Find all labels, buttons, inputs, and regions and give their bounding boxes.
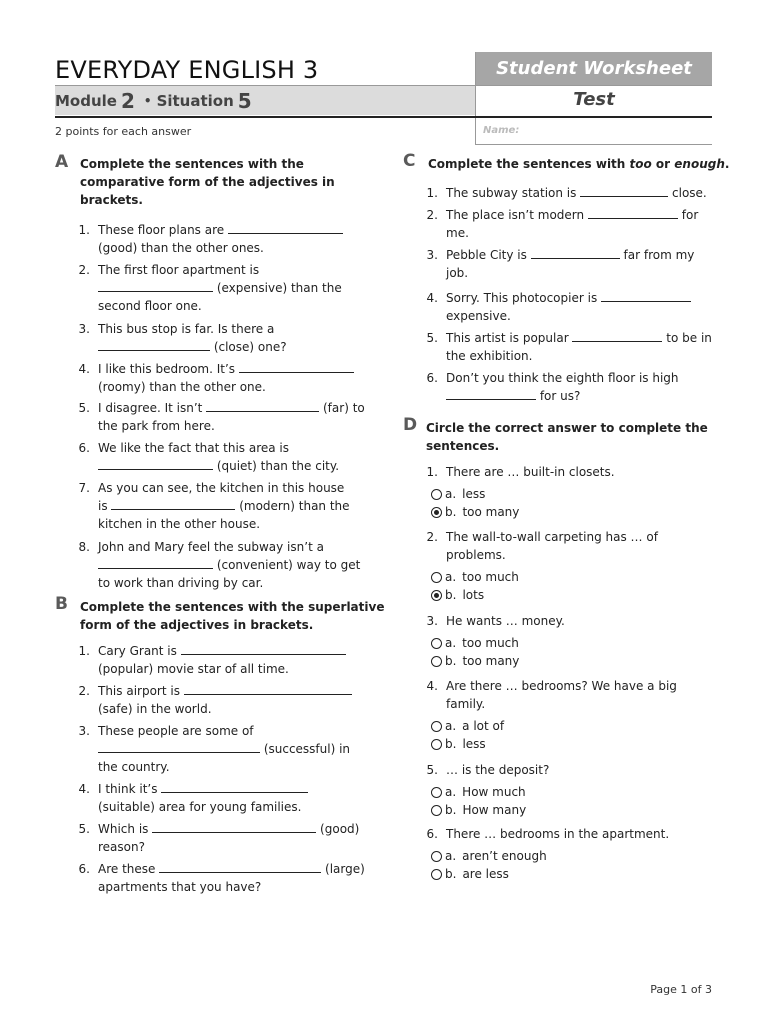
- name-field-label: Name:: [483, 125, 520, 136]
- answer-blank[interactable]: [580, 185, 668, 197]
- radio-empty-icon[interactable]: [431, 851, 442, 862]
- question-number: 3.: [78, 724, 90, 738]
- question-line: [446, 307, 511, 325]
- question-text: These people are some of: [98, 724, 254, 738]
- question-line: [98, 439, 289, 457]
- option-text: too much: [462, 636, 519, 650]
- question-line: [98, 556, 360, 574]
- question-text: John and Mary feel the subway isn’t a: [98, 540, 324, 554]
- radio-empty-icon[interactable]: [431, 638, 442, 649]
- answer-option[interactable]: [431, 865, 509, 883]
- question-number: 1.: [426, 186, 438, 200]
- question-line: He wants … money.: [446, 614, 565, 628]
- question-line: [98, 297, 202, 315]
- question-number: 5.: [426, 763, 438, 777]
- answer-option[interactable]: [431, 485, 485, 503]
- radio-empty-icon[interactable]: [431, 787, 442, 798]
- question-line: [98, 360, 354, 378]
- answer-blank[interactable]: [98, 458, 213, 470]
- question-text: (safe) in the world.: [98, 702, 212, 716]
- radio-selected-icon[interactable]: [431, 590, 442, 601]
- question-text: The subway station is: [446, 186, 581, 200]
- radio-empty-icon[interactable]: [431, 739, 442, 750]
- question-line: [98, 279, 342, 297]
- question-line: [98, 479, 344, 497]
- option-letter: b.: [445, 737, 457, 751]
- question-line: There are … built-in closets.: [446, 465, 615, 479]
- question-text: Don’t you think the eighth floor is high: [446, 371, 679, 385]
- option-letter: b.: [445, 654, 457, 668]
- answer-blank[interactable]: [111, 498, 235, 510]
- question-line: family.: [446, 697, 486, 711]
- answer-blank[interactable]: [239, 361, 354, 373]
- answer-option[interactable]: [431, 586, 484, 604]
- question-text: This artist is popular: [446, 331, 573, 345]
- question-line: The wall-to-wall carpeting has … of: [446, 530, 658, 544]
- question-text: Are these: [98, 862, 160, 876]
- question-text: job.: [446, 266, 469, 280]
- answer-option[interactable]: [431, 847, 547, 865]
- section-b-instruction: form of the adjectives in brackets.: [80, 618, 314, 632]
- question-text: (expensive) than the: [213, 281, 342, 295]
- question-number: 1.: [78, 223, 90, 237]
- question-line: [98, 515, 260, 533]
- radio-empty-icon[interactable]: [431, 869, 442, 880]
- answer-option[interactable]: [431, 801, 526, 819]
- question-number: 5.: [78, 401, 90, 415]
- option-letter: a.: [445, 636, 457, 650]
- question-line: [98, 417, 215, 435]
- question-number: 3.: [78, 322, 90, 336]
- question-number: 7.: [78, 481, 90, 495]
- option-letter: a.: [445, 570, 457, 584]
- question-line: [98, 780, 308, 798]
- option-text: too many: [462, 505, 520, 519]
- option-text: How much: [462, 785, 526, 799]
- question-line: [98, 758, 170, 776]
- question-text: far from my: [619, 248, 695, 262]
- radio-dot-icon: [434, 593, 439, 598]
- option-text: lots: [462, 588, 485, 602]
- question-line: [446, 289, 691, 307]
- question-text: to be in: [662, 331, 712, 345]
- question-line: [98, 399, 365, 417]
- bullet-separator: •: [143, 93, 152, 108]
- radio-empty-icon[interactable]: [431, 656, 442, 667]
- question-text: to work than driving by car.: [98, 576, 264, 590]
- question-number: 6.: [426, 371, 438, 385]
- answer-option[interactable]: [431, 717, 504, 735]
- option-text: are less: [462, 867, 509, 881]
- question-text: I think it’s: [98, 782, 162, 796]
- radio-empty-icon[interactable]: [431, 721, 442, 732]
- question-number: 5.: [78, 822, 90, 836]
- header-vertical-divider: [475, 52, 476, 145]
- points-note: 2 points for each answer: [55, 125, 192, 138]
- question-number: 3.: [426, 248, 438, 262]
- question-text: the exhibition.: [446, 349, 533, 363]
- question-number: 6.: [426, 827, 438, 841]
- test-label: Test: [573, 89, 615, 110]
- question-line: [446, 224, 469, 242]
- question-text: (successful) in: [260, 742, 351, 756]
- question-number: 6.: [78, 441, 90, 455]
- question-text: (popular) movie star of all time.: [98, 662, 289, 676]
- question-number: 2.: [426, 208, 438, 222]
- question-text: As you can see, the kitchen in this house: [98, 481, 345, 495]
- answer-option[interactable]: [431, 503, 519, 521]
- option-letter: a.: [445, 487, 457, 501]
- question-number: 4.: [426, 679, 438, 693]
- instruction-part: enough: [674, 157, 725, 171]
- module-number: 2: [120, 88, 135, 113]
- instruction-part: or: [651, 157, 675, 171]
- question-line: [446, 264, 468, 282]
- answer-option[interactable]: [431, 568, 519, 586]
- answer-blank[interactable]: [531, 247, 620, 259]
- question-line: [98, 378, 266, 396]
- question-number: 1.: [78, 644, 90, 658]
- question-number: 8.: [78, 540, 90, 554]
- question-text: (roomy) than the other one.: [98, 380, 266, 394]
- question-text: me.: [446, 226, 469, 240]
- answer-blank[interactable]: [161, 781, 308, 793]
- answer-blank[interactable]: [184, 683, 352, 695]
- question-line: [446, 387, 580, 405]
- answer-blank[interactable]: [152, 821, 316, 833]
- answer-blank[interactable]: [98, 280, 213, 292]
- question-line: [98, 239, 264, 257]
- question-text: second floor one.: [98, 299, 202, 313]
- answer-blank[interactable]: [206, 400, 319, 412]
- question-text: expensive.: [446, 309, 511, 323]
- question-line: [446, 184, 707, 202]
- option-text: too much: [462, 570, 519, 584]
- question-text: (close) one?: [210, 340, 287, 354]
- answer-blank[interactable]: [98, 557, 213, 569]
- answer-option[interactable]: [431, 735, 486, 753]
- question-line: [98, 722, 254, 740]
- option-letter: a.: [445, 849, 457, 863]
- question-text: for us?: [536, 389, 581, 403]
- section-a-letter: A: [55, 152, 69, 172]
- question-text: apartments that you have?: [98, 880, 262, 894]
- question-text: Which is: [98, 822, 153, 836]
- question-number: 4.: [78, 782, 90, 796]
- question-line: [98, 497, 350, 515]
- question-line: … is the deposit?: [446, 763, 550, 777]
- answer-blank[interactable]: [601, 290, 691, 302]
- option-letter: b.: [445, 505, 457, 519]
- question-text: We like the fact that this area is: [98, 441, 290, 455]
- header-thick-rule: [55, 116, 712, 118]
- radio-dot-icon: [434, 510, 439, 515]
- section-a-instruction: brackets.: [80, 193, 143, 207]
- question-text: These floor plans are: [98, 223, 228, 237]
- section-c-letter: C: [403, 151, 416, 171]
- question-text: (large): [321, 862, 365, 876]
- worksheet-title: EVERYDAY ENGLISH 3: [55, 56, 319, 84]
- question-line: [98, 660, 289, 678]
- answer-blank[interactable]: [181, 643, 346, 655]
- instruction-part: Complete the sentences with: [428, 157, 630, 171]
- question-line: [98, 740, 350, 758]
- option-text: too many: [462, 654, 520, 668]
- question-text: I disagree. It isn’t: [98, 401, 207, 415]
- section-d-instruction: sentences.: [426, 439, 500, 453]
- radio-empty-icon[interactable]: [431, 805, 442, 816]
- name-field-line[interactable]: [476, 144, 712, 145]
- question-line: [446, 206, 698, 224]
- option-letter: a.: [445, 785, 457, 799]
- question-number: 2.: [426, 530, 438, 544]
- option-text: aren’t enough: [462, 849, 547, 863]
- option-text: less: [462, 487, 486, 501]
- section-b-instruction: Complete the sentences with the superlative: [80, 600, 385, 614]
- question-line: [98, 221, 343, 239]
- question-line: [98, 320, 274, 338]
- question-text: (good) than the other ones.: [98, 241, 264, 255]
- question-line: [446, 246, 694, 264]
- question-number: 5.: [426, 331, 438, 345]
- question-line: [98, 700, 212, 718]
- question-line: [98, 860, 365, 878]
- situation-label: Situation: [156, 91, 234, 110]
- question-number: 4.: [78, 362, 90, 376]
- question-text: Cary Grant is: [98, 644, 181, 658]
- answer-blank[interactable]: [228, 222, 343, 234]
- section-a-instruction: Complete the sentences with the: [80, 157, 304, 171]
- question-text: (modern) than the: [235, 499, 350, 513]
- question-line: [98, 820, 359, 838]
- instruction-part: .: [724, 157, 730, 171]
- question-text: (good): [316, 822, 360, 836]
- section-c-instruction: [428, 155, 729, 173]
- question-line: [98, 838, 145, 856]
- question-text: (suitable) area for young families.: [98, 800, 302, 814]
- option-letter: b.: [445, 803, 457, 817]
- question-line: [98, 642, 346, 660]
- question-text: (far) to: [319, 401, 365, 415]
- question-line: [98, 261, 259, 279]
- question-line: [98, 682, 352, 700]
- option-text: How many: [462, 803, 527, 817]
- module-label: Module: [55, 91, 117, 110]
- question-text: the country.: [98, 760, 170, 774]
- section-b-letter: B: [55, 594, 68, 614]
- question-line: [98, 574, 263, 592]
- student-worksheet-banner: [476, 52, 712, 85]
- question-text: Sorry. This photocopier is: [446, 291, 602, 305]
- question-text: (convenient) way to get: [213, 558, 361, 572]
- answer-option[interactable]: [431, 652, 519, 670]
- option-letter: b.: [445, 588, 457, 602]
- section-d-letter: D: [403, 415, 418, 435]
- question-text: for: [677, 208, 699, 222]
- question-line: Are there … bedrooms? We have a big: [446, 679, 677, 693]
- radio-empty-icon[interactable]: [431, 489, 442, 500]
- question-number: 1.: [426, 465, 438, 479]
- answer-blank[interactable]: [159, 861, 321, 873]
- banner-text: Student Worksheet: [496, 58, 692, 79]
- question-number: 4.: [426, 291, 438, 305]
- section-d-instruction: Circle the correct answer to complete the: [426, 421, 708, 435]
- answer-blank[interactable]: [98, 741, 260, 753]
- question-line: problems.: [446, 548, 506, 562]
- question-number: 3.: [426, 614, 438, 628]
- instruction-part: too: [629, 157, 652, 171]
- question-number: 2.: [78, 684, 90, 698]
- question-line: [98, 457, 339, 475]
- option-letter: a.: [445, 719, 457, 733]
- option-letter: b.: [445, 867, 457, 881]
- module-situation-bar: [55, 86, 475, 115]
- answer-blank[interactable]: [588, 207, 678, 219]
- question-line: [446, 369, 679, 387]
- option-text: less: [462, 737, 486, 751]
- radio-empty-icon[interactable]: [431, 572, 442, 583]
- question-text: This airport is: [98, 684, 184, 698]
- answer-blank[interactable]: [98, 339, 210, 351]
- question-text: Pebble City is: [446, 248, 531, 262]
- question-text: I like this bedroom. It’s: [98, 362, 239, 376]
- question-number: 2.: [78, 263, 90, 277]
- answer-option[interactable]: [431, 634, 519, 652]
- answer-blank[interactable]: [446, 388, 536, 400]
- question-text: (quiet) than the city.: [213, 459, 340, 473]
- answer-option[interactable]: [431, 783, 526, 801]
- section-a-instruction: comparative form of the adjectives in: [80, 175, 335, 189]
- question-line: [98, 798, 301, 816]
- question-number: 6.: [78, 862, 90, 876]
- question-text: The place isn’t modern: [446, 208, 588, 222]
- question-text: reason?: [98, 840, 145, 854]
- option-text: a lot of: [462, 719, 505, 733]
- question-text: This bus stop is far. Is there a: [98, 322, 275, 336]
- question-line: [98, 338, 287, 356]
- question-text: kitchen in the other house.: [98, 517, 261, 531]
- radio-selected-icon[interactable]: [431, 507, 442, 518]
- question-text: The first floor apartment is: [98, 263, 260, 277]
- question-line: [446, 347, 532, 365]
- question-line: [98, 878, 261, 896]
- situation-number: 5: [237, 88, 252, 113]
- question-line: There … bedrooms in the apartment.: [446, 827, 670, 841]
- question-text: the park from here.: [98, 419, 215, 433]
- question-line: [446, 329, 712, 347]
- answer-blank[interactable]: [572, 330, 662, 342]
- question-text: close.: [668, 186, 707, 200]
- question-line: [98, 538, 324, 556]
- page-number: Page 1 of 3: [650, 983, 712, 996]
- question-text: is: [98, 499, 112, 513]
